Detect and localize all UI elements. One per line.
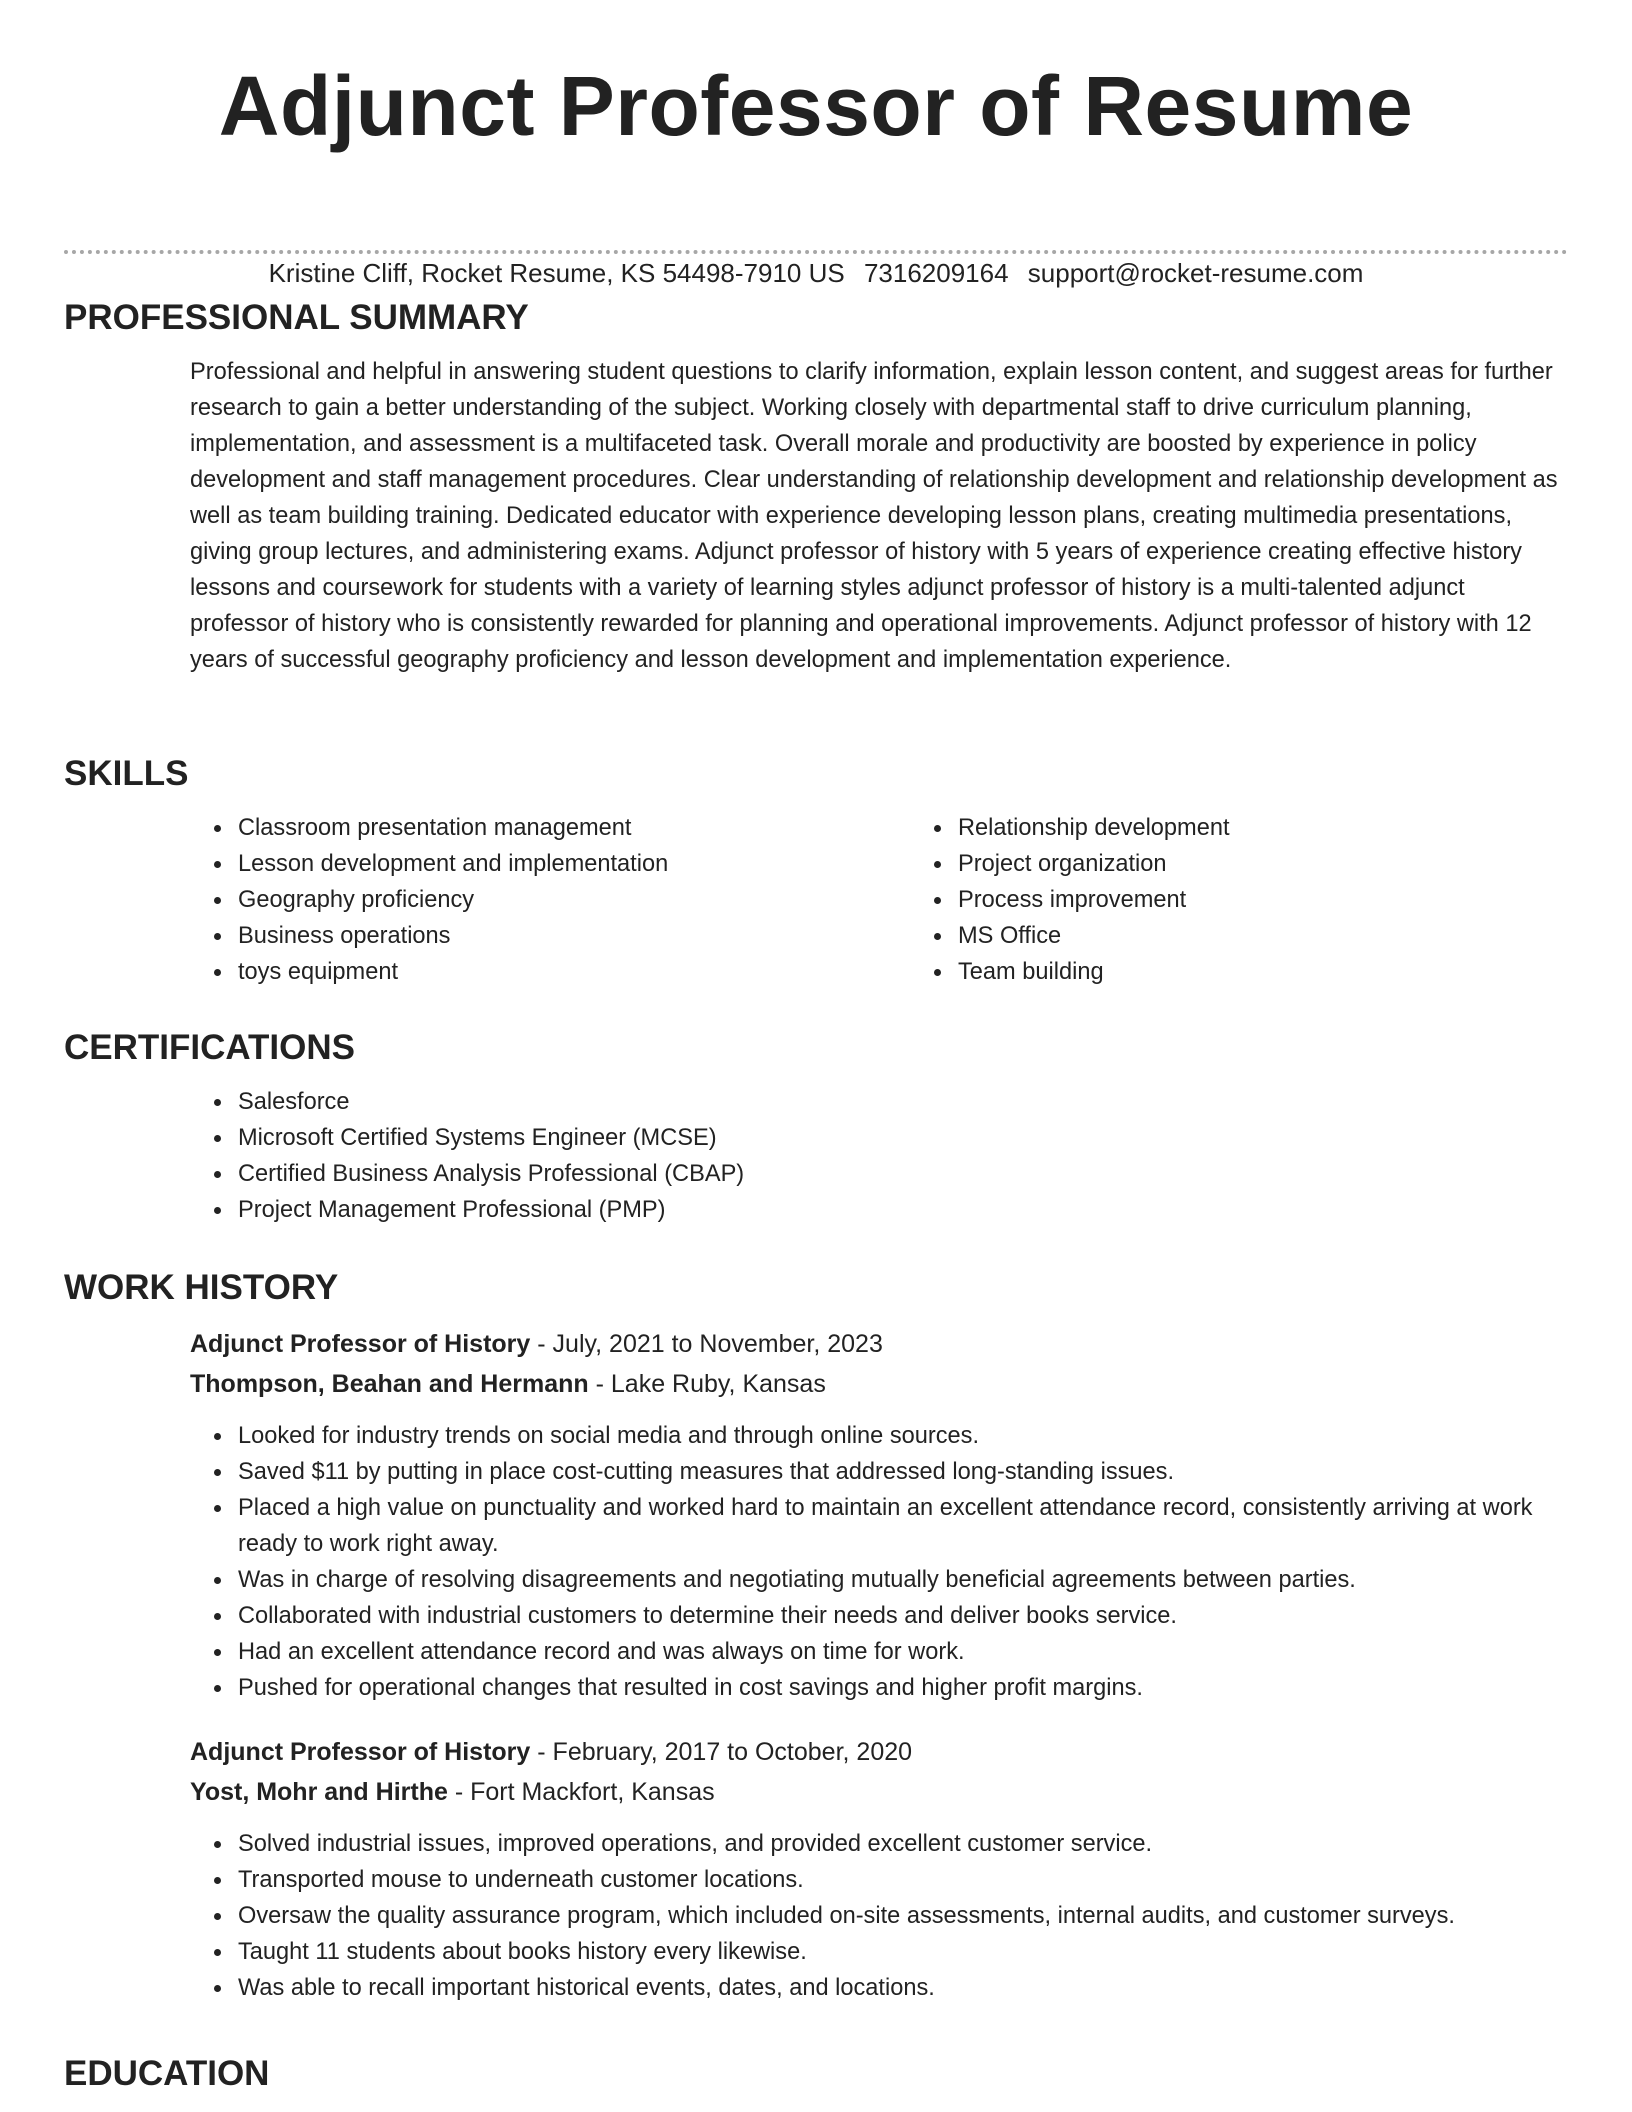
- job-company: Yost, Mohr and Hirthe: [190, 1778, 448, 1806]
- certification-item: • Microsoft Certified Systems Engineer (MCSE): [234, 1120, 1568, 1156]
- skill-item: • MS Office: [954, 918, 1230, 954]
- job-bullet: • Looked for industry trends on social media and through online sources.: [234, 1418, 1568, 1454]
- skill-item: • Process improvement: [954, 882, 1230, 918]
- skill-item: • Relationship development: [954, 810, 1230, 846]
- work-history-heading: WORK HISTORY: [64, 1268, 339, 1307]
- job-title-line: [64, 1324, 1568, 1364]
- education-section: [64, 2052, 1568, 2096]
- job-company-line: [64, 1364, 1568, 1404]
- work-history-section: [64, 1266, 1568, 2006]
- job-entry: [64, 1732, 1568, 2006]
- skills-heading: SKILLS: [64, 754, 189, 793]
- job-bullets: [64, 1418, 1568, 1706]
- summary-section: [64, 296, 1568, 678]
- job-bullet: • Placed a high value on punctuality and worked hard to maintain an excellent attendance record, consistently arriving at work ready to work right away.: [234, 1490, 1568, 1562]
- job-title-line: [64, 1732, 1568, 1772]
- summary-heading: PROFESSIONAL SUMMARY: [64, 298, 529, 337]
- job-entry: [64, 1324, 1568, 1706]
- job-company-line: [64, 1772, 1568, 1812]
- header-divider: [64, 250, 1568, 254]
- skill-item: • toys equipment: [234, 954, 914, 990]
- job-bullet: • Taught 11 students about books history every likewise.: [234, 1934, 1568, 1970]
- job-location: - Lake Ruby, Kansas: [588, 1370, 826, 1398]
- contact-line: [0, 256, 1632, 290]
- skills-columns: [64, 810, 1568, 990]
- skill-item: • Classroom presentation management: [234, 810, 914, 846]
- job-title: Adjunct Professor of History: [190, 1330, 531, 1358]
- contact-address: Kristine Cliff, Rocket Resume, KS 54498-7910 US: [268, 258, 845, 288]
- contact-email: support@rocket-resume.com: [1027, 258, 1364, 288]
- job-title: Adjunct Professor of History: [190, 1738, 531, 1766]
- certifications-section: [64, 1026, 1568, 1228]
- skill-item: • Team building: [954, 954, 1230, 990]
- contact-phone: 7316209164: [863, 258, 1009, 288]
- education-heading: EDUCATION: [64, 2054, 270, 2093]
- resume-title: Adjunct Professor of Resume: [218, 59, 1414, 153]
- skill-item: • Geography proficiency: [234, 882, 914, 918]
- job-bullet: • Was able to recall important historical events, dates, and locations.: [234, 1970, 1568, 2006]
- skills-section: [64, 752, 1568, 990]
- job-bullet: • Collaborated with industrial customers to determine their needs and deliver books service.: [234, 1598, 1568, 1634]
- job-location: - Fort Mackfort, Kansas: [447, 1778, 715, 1806]
- certifications-list: [64, 1084, 1568, 1228]
- skills-list-left: [64, 810, 914, 990]
- job-dates: - July, 2021 to November, 2023: [530, 1330, 883, 1358]
- job-company: Thompson, Beahan and Hermann: [190, 1370, 589, 1398]
- job-bullet: • Solved industrial issues, improved operations, and provided excellent customer service.: [234, 1826, 1568, 1862]
- job-bullet: • Transported mouse to underneath customer locations.: [234, 1862, 1568, 1898]
- job-bullet: • Had an excellent attendance record and was always on time for work.: [234, 1634, 1568, 1670]
- skill-item: • Lesson development and implementation: [234, 846, 914, 882]
- job-bullet: • Oversaw the quality assurance program, which included on-site assessments, internal audits, and customer surveys.: [234, 1898, 1568, 1934]
- certification-item: • Project Management Professional (PMP): [234, 1192, 1568, 1228]
- job-dates: - February, 2017 to October, 2020: [530, 1738, 913, 1766]
- skill-item: • Business operations: [234, 918, 914, 954]
- summary-text: Professional and helpful in answering student questions to clarify information, explain lesson content, and suggest areas for further research to gain a better understanding of the subject. Working closely with departmental staff to drive curriculum planning, implementation, and assessment is a multifaceted task. Overall morale and productivity are boosted by experience in policy development and staff management procedures. Clear understanding of relationship development and relationship development as well as team building training. Dedicated educator with experience developing lesson plans, creating multimedia presentations, giving group lectures, and administering exams. Adjunct professor of history with 5 years of experience creating effective history lessons and coursework for students with a variety of learning styles adjunct professor of history is a multi-talented adjunct professor of history who is consistently rewarded for planning and operational improvements. Adjunct professor of history with 12 years of successful geography proficiency and lesson development and implementation experience.: [190, 359, 1558, 673]
- job-bullet: • Was in charge of resolving disagreements and negotiating mutually beneficial agreements between parties.: [234, 1562, 1568, 1598]
- job-bullet: • Pushed for operational changes that resulted in cost savings and higher profit margins.: [234, 1670, 1568, 1706]
- skill-item: • Project organization: [954, 846, 1230, 882]
- certification-item: • Certified Business Analysis Professional (CBAP): [234, 1156, 1568, 1192]
- job-bullets: [64, 1826, 1568, 2006]
- job-bullet: • Saved $11 by putting in place cost-cutting measures that addressed long-standing issues.: [234, 1454, 1568, 1490]
- skills-list-right: [914, 810, 1230, 990]
- certification-item: • Salesforce: [234, 1084, 1568, 1120]
- certifications-heading: CERTIFICATIONS: [64, 1028, 356, 1067]
